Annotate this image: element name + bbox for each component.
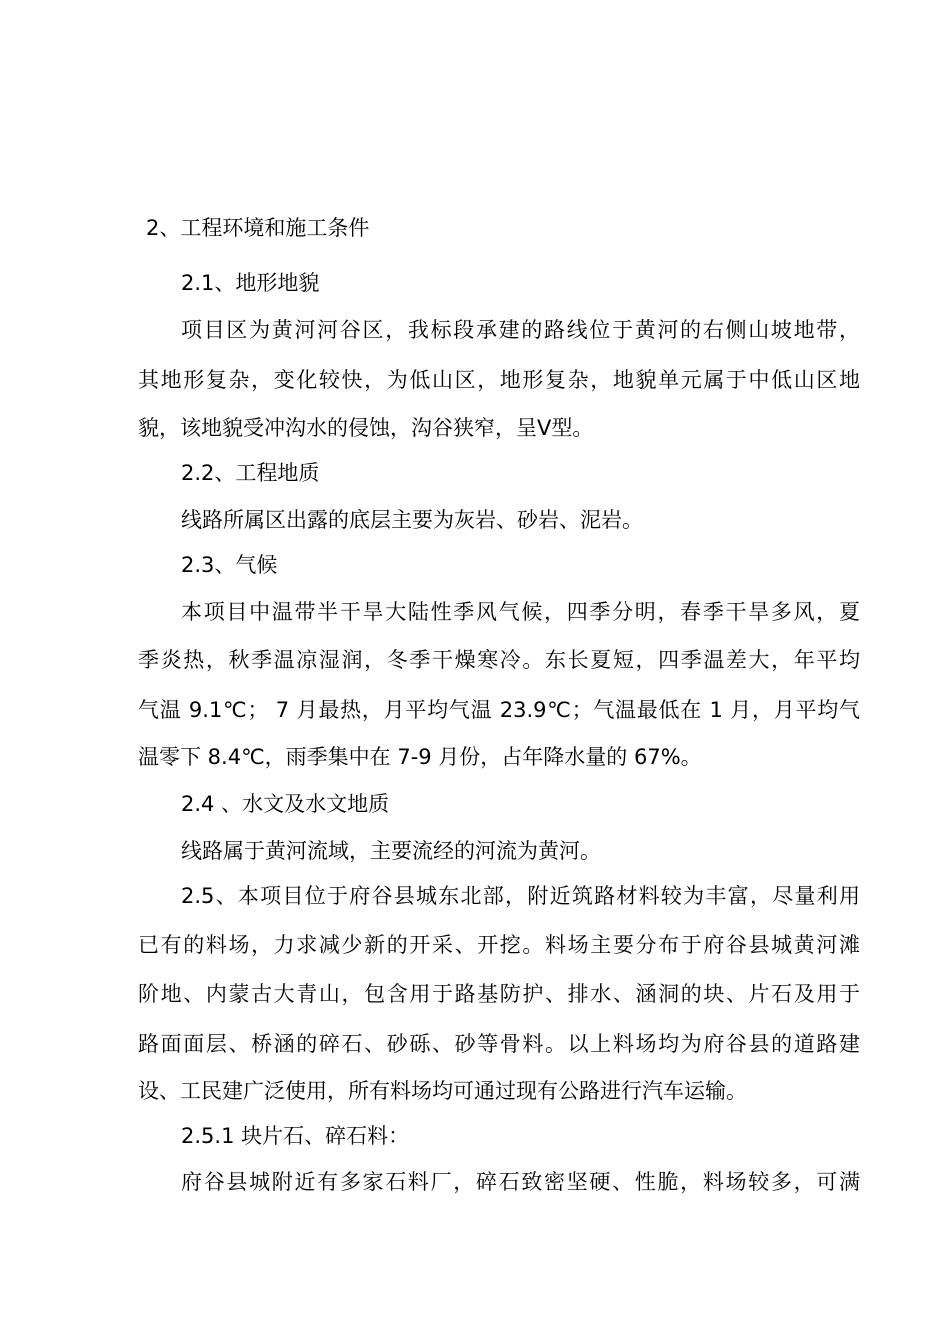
paragraph-line: 线路属于黄河流域，主要流经的河流为黄河。 xyxy=(181,839,601,863)
paragraph-line: 气温 9.1℃； 7 月最热，月平均气温 23.9℃；气温最低在 1 月，月平均气 xyxy=(138,698,860,722)
heading-2-2: 2.2、工程地质 xyxy=(181,461,320,485)
paragraph-line: 2.5、本项目位于府谷县城东北部，附近筑路材料较为丰富，尽量利用 xyxy=(181,884,860,908)
paragraph-line: 温零下 8.4℃，雨季集中在 7-9 月份，占年降水量的 67%。 xyxy=(138,745,702,769)
paragraph-line: 府谷县城附近有多家石料厂，碎石致密坚硬、性脆，料场较多，可满 xyxy=(181,1170,860,1194)
heading-2-4: 2.4 、水文及水文地质 xyxy=(181,792,390,816)
paragraph-line: 季炎热，秋季温凉湿润，冬季干燥寒冷。东长夏短，四季温差大，年平均 xyxy=(138,648,860,672)
paragraph-line: 其地形复杂，变化较快，为低山区，地形复杂，地貌单元属于中低山区地 xyxy=(138,368,860,392)
heading-2-3: 2.3、气候 xyxy=(181,553,278,577)
paragraph-line: 路面面层、桥涵的碎石、砂砾、砂等骨料。以上料场均为府谷县的道路建 xyxy=(138,1032,860,1056)
paragraph-line: 貌，该地貌受冲沟水的侵蚀，沟谷狭窄，呈Ⅴ型。 xyxy=(138,416,594,440)
paragraph-line: 阶地、内蒙古大青山，包含用于路基防护、排水、涵洞的块、片石及用于 xyxy=(138,982,860,1006)
section-title: 2、工程环境和施工条件 xyxy=(146,216,370,240)
paragraph-line: 本项目中温带半干旱大陆性季风气候，四季分明，春季干旱多风，夏 xyxy=(181,600,860,624)
paragraph-line: 项目区为黄河河谷区，我标段承建的路线位于黄河的右侧山坡地带， xyxy=(181,318,860,342)
paragraph-line: 已有的料场，力求减少新的开采、开挖。料场主要分布于府谷县城黄河滩 xyxy=(138,933,860,957)
paragraph-line: 设、工民建广泛使用，所有料场均可通过现有公路进行汽车运输。 xyxy=(138,1079,747,1103)
paragraph-line: 线路所属区出露的底层主要为灰岩、砂岩、泥岩。 xyxy=(181,508,643,532)
heading-2-5-1: 2.5.1 块片石、碎石料： xyxy=(181,1124,410,1148)
heading-2-1: 2.1、地形地貌 xyxy=(181,271,320,295)
